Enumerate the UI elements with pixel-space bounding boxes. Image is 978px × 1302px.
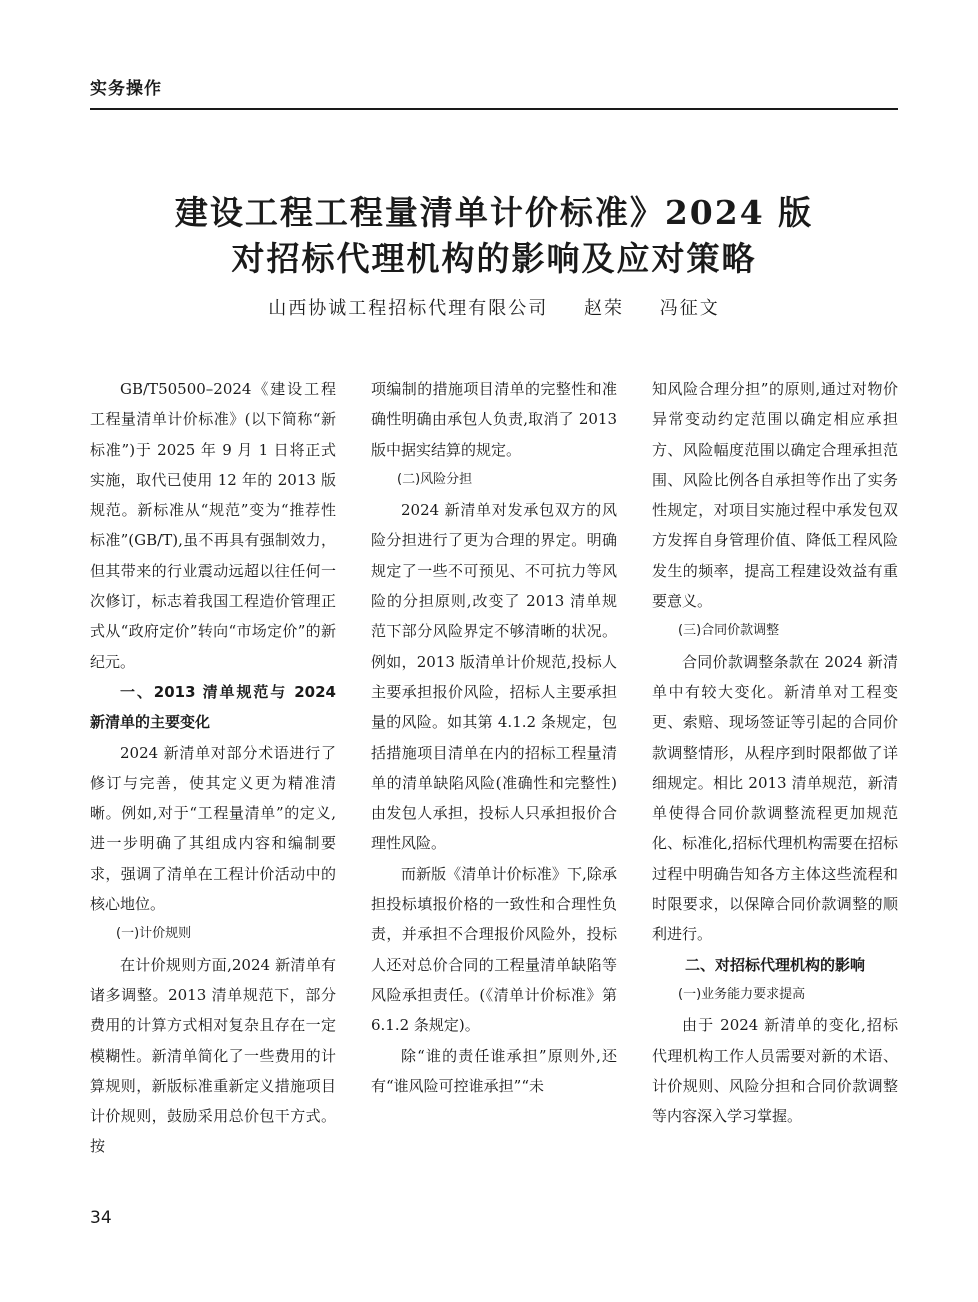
subsection-heading: (三)合同价款调整 — [678, 623, 780, 639]
paragraph: 2024 新清单对发承包双方的风险分担进行了更为合理的界定。明确规定了一些不可预见、不可抗力等风险的分担原则,改变了 2013 清单规范下部分风险界定不够清晰的状况。例如，2013 版清单计价规范,投标人主要承担报价风险，招标人主要承担量的风险。如其第 4.1.2 条规定，包括措施项目清单在内的招标工程量清单的清单缺陷风险(准确性和完整性)由发包人承担，投标人只承担报价合理性风险。 — [371, 501, 617, 853]
author-name-1: 赵荣 — [584, 298, 624, 319]
section-heading: 一、2013 清单规范与 2024 新清单的主要变化 — [90, 682, 336, 732]
page-number: 34 — [90, 1208, 112, 1228]
text-column-2 — [371, 374, 617, 1194]
section-name: 实务操作 — [90, 79, 162, 99]
text-column-3 — [652, 374, 898, 1194]
paragraph: 合同价款调整条款在 2024 新清单中有较大变化。新清单对工程变更、索赔、现场签证等引起的合同价款调整情形，从程序到时限都做了详细规定。相比 2013 清单规范，新清单使得合同价款调整流程更加规范化、标准化,招标代理机构需要在招标过程中明确告知各方主体这些流程和时限要求，以保障合同价款调整的顺利进行。 — [652, 652, 898, 944]
article-title-line-2: 对招标代理机构的影响及应对策略 — [231, 239, 757, 278]
subsection-heading: (一)业务能力要求提高 — [678, 986, 806, 1002]
article-body — [90, 374, 898, 1194]
article-title-line-1: 建设工程工程量清单计价标准》2024 版 — [174, 193, 814, 232]
article-title-block — [90, 190, 898, 322]
paragraph: 知风险合理分担”的原则,通过对物价异常变动约定范围以确定相应承担方、风险幅度范围以确定合理承担范围、风险比例各自承担等作出了实务性规定，对项目实施过程中承发包双方发挥自身管理价值、降低工程风险发生的频率，提高工程建设效益有重要意义。 — [652, 380, 898, 611]
paragraph: 除“谁的责任谁承担”原则外,还有“谁风险可控谁承担”“未 — [371, 1046, 617, 1095]
author-name-2: 冯征文 — [659, 298, 720, 319]
paragraph: 在计价规则方面,2024 新清单有诸多调整。2013 清单规范下，部分费用的计算方式相对复杂且存在一定模糊性。新清单简化了一些费用的计算规则，新版标准重新定义措施项目计价规则，鼓励采用总价包干方式。按 — [90, 955, 336, 1156]
subsection-heading: (一)计价规则 — [116, 926, 192, 942]
text-column-1 — [90, 374, 336, 1194]
running-header — [90, 74, 898, 110]
byline — [90, 296, 898, 322]
subsection-heading: (二)风险分担 — [397, 471, 473, 487]
paragraph: 项编制的措施项目清单的完整性和准确性明确由承包人负责,取消了 2013 版中据实结算的规定。 — [371, 380, 617, 459]
paragraph: GB/T50500–2024《建设工程工程量清单计价标准》(以下简称“新标准”)于 2025 年 9 月 1 日将正式实施，取代已使用 12 年的 2013 版规范。新标准从“规范”变为“推荐性标准”(GB/T),虽不再具有强制效力，但其带来的行业震动远超以往任何一次修订，标志着我国工程造价管理正式从“政府定价”转向“市场定价”的新纪元。 — [90, 380, 336, 671]
section-heading: 二、对招标代理机构的影响 — [684, 955, 865, 974]
author-organization: 山西协诚工程招标代理有限公司 — [268, 298, 549, 319]
paragraph: 由于 2024 新清单的变化,招标代理机构工作人员需要对新的术语、计价规则、风险分担和合同价款调整等内容深入学习掌握。 — [652, 1016, 898, 1126]
paragraph: 2024 新清单对部分术语进行了修订与完善，使其定义更为精准清晰。例如,对于“工程量清单”的定义,进一步明确了其组成内容和编制要求，强调了清单在工程计价活动中的核心地位。 — [90, 743, 336, 914]
paragraph: 而新版《清单计价标准》下,除承担投标填报价格的一致性和合理性负责，并承担不合理报价风险外，投标人还对总价合同的工程量清单缺陷等风险承担责任。(《清单计价标准》第 6.1.2 条规定)。 — [371, 864, 617, 1035]
